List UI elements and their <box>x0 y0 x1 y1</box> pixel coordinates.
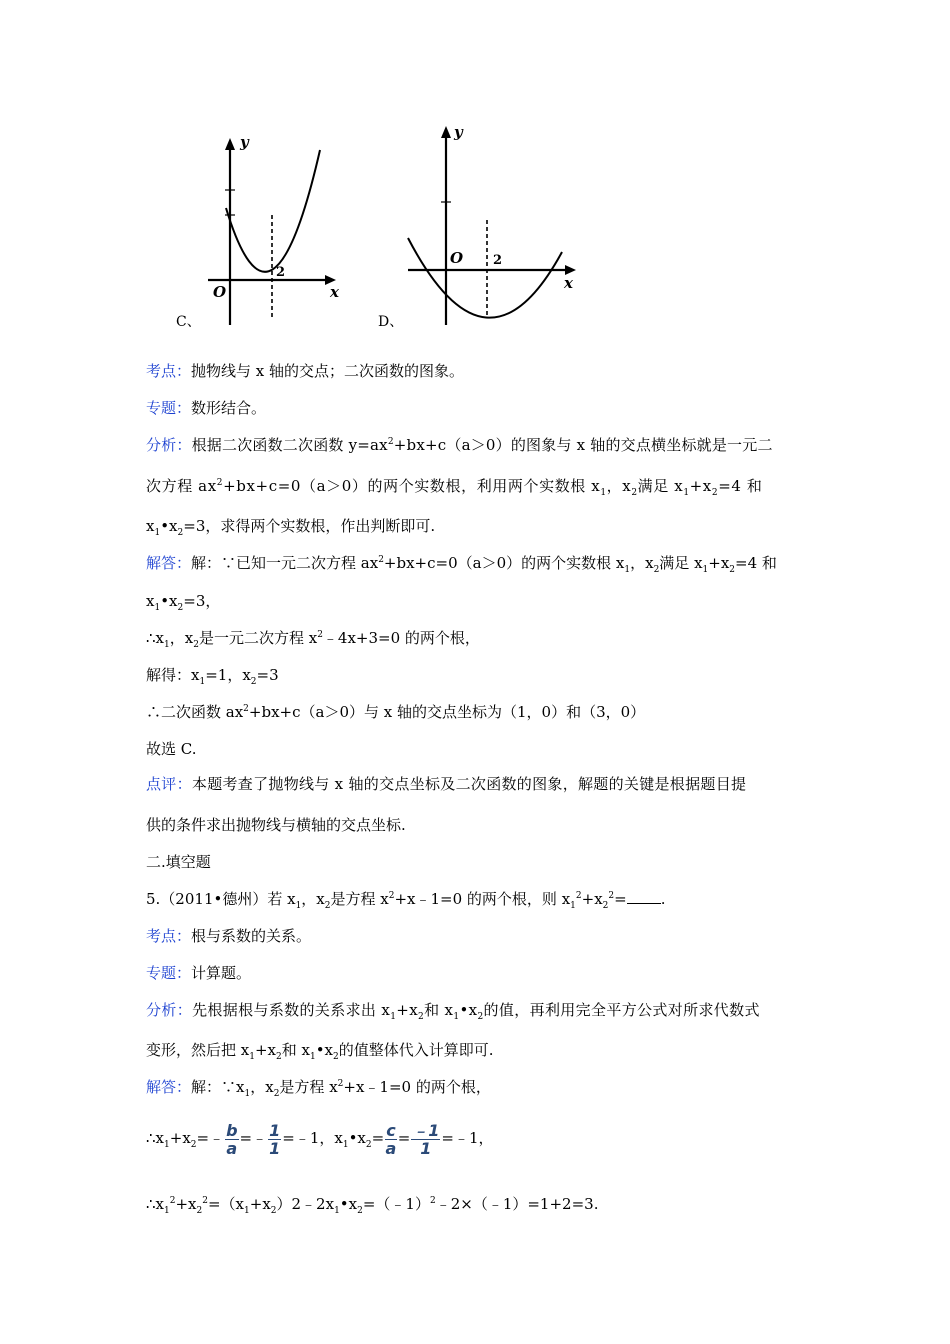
q4-zhuanti: 专题：数形结合。 <box>146 399 267 417</box>
kaodian-tag: 考点： <box>146 927 192 945</box>
tick-label: 2 <box>493 253 503 268</box>
parabola <box>408 238 562 318</box>
zhuanti-tag: 专题： <box>146 964 192 982</box>
answer-blank <box>627 891 661 904</box>
q4-jieda-line5: ∴二次函数 $ax^2+bx+c(a>0)$与 x 轴的交点坐标为（1，0）和（3，0） <box>146 703 646 721</box>
fenxi-tag: 分析： <box>146 436 192 454</box>
q5-jieda-line1: 解答：解：$\because x_1$，$x_2$是方程 $x^2+x﹣1=0$ 的两个根， <box>146 1078 491 1099</box>
q4-fenxi-line1: 分析：根据二次函数二次函数 $y=ax^2+bx+c(a>0)$的图象与 x 轴的交点横坐标就是一元二 <box>146 436 773 454</box>
q4-jieda-line3: $\therefore x_1$，$x_2$是一元二次方程 $x^2﹣4x+3=0$ 的两个根， <box>146 629 480 650</box>
q4-jieda-line2: $x_1•x_2=3$， <box>146 592 221 613</box>
fraction-neg1-over-1: $\frac{﹣1}{1}$ <box>412 1120 440 1158</box>
y-label: y <box>240 133 249 151</box>
jieda-tag: 解答： <box>146 1078 192 1096</box>
option-c-label: C、 <box>176 314 201 330</box>
q5-fenxi-line1: 分析：先根据根与系数的关系求出 $x_1+x_2$和 $x_1•x_2$的值，再利用完全平方公式对所求代数式 <box>146 1001 760 1022</box>
q5-equation1: $\therefore x_1+x_2=﹣$ $\frac{b}{a}$ =﹣ $\frac{1}{1}$ =﹣1，$x_1•x_2=$ $\frac{c}{a}$ = $\frac{﹣1}{1}$ =﹣1， <box>146 1120 494 1158</box>
tick-label: 2 <box>276 265 286 280</box>
x-label: x <box>564 274 573 292</box>
q4-jieda-line6: 故选 C. <box>146 740 197 758</box>
origin-label: O <box>450 249 464 267</box>
x-label: x <box>330 283 339 301</box>
q5-stem: 5.（2011•德州）若 $x_1$，$x_2$是方程 $x^2+x﹣1=0$ 的两个根，则 $x_1^2+x_2^2=$ . <box>146 890 666 911</box>
jieda-tag: 解答： <box>146 554 192 572</box>
dianping-tag: 点评： <box>146 775 192 793</box>
y-label: y <box>454 123 463 141</box>
parabola <box>226 150 320 272</box>
figure-c-graph <box>170 130 360 330</box>
y-arrow-icon <box>441 126 451 138</box>
section-title: 二.填空题 <box>146 853 211 871</box>
fenxi-tag: 分析： <box>146 1001 193 1019</box>
fraction-1-over-1: $\frac{1}{1}$ <box>269 1120 281 1158</box>
q4-jieda-line4: 解得：$x_1=1$，$x_2=3$ <box>146 666 279 687</box>
q4-dianping-line1: 点评：本题考查了抛物线与 x 轴的交点坐标及二次函数的图象，解题的关键是根据题目提 <box>146 775 747 793</box>
option-d-label: D、 <box>378 314 404 330</box>
q5-equation2: $\therefore x_1^2+x_2^2=(x_1+x_2)2﹣2x_1•x_2=(﹣1)^2﹣2\times(﹣1)=1+2=3$. <box>146 1195 599 1216</box>
q5-kaodian: 考点：根与系数的关系。 <box>146 927 312 945</box>
q4-fenxi-line3: $x_1•x_2=3$，求得两个实数根，作出判断即可. <box>146 517 436 538</box>
q4-dianping-line2: 供的条件求出抛物线与横轴的交点坐标. <box>146 816 406 834</box>
fraction-c-over-a: $\frac{c}{a}$ <box>385 1120 397 1158</box>
q5-zhuanti: 专题：计算题。 <box>146 964 252 982</box>
origin-label: O <box>213 283 227 301</box>
zhuanti-tag: 专题： <box>146 399 192 417</box>
figure-d-graph <box>400 120 590 330</box>
q5-fenxi-line2: 变形，然后把 $x_1+x_2$和 $x_1•x_2$的值整体代入计算即可. <box>146 1041 494 1062</box>
q4-jieda-line1: 解答：解：∵已知一元二次方程 $ax^2+bx+c=0(a>0)$的两个实数根 $x_1$，$x_2$满足 $x_1+x_2=4$ 和 <box>146 554 777 575</box>
kaodian-tag: 考点： <box>146 362 192 380</box>
q4-kaodian: 考点：抛物线与 x 轴的交点；二次函数的图象。 <box>146 362 465 380</box>
q4-fenxi-line2: 次方程 $ax^2+bx+c=0(a>0)$的两个实数根，利用两个实数根 $x_1$，$x_2$满足 $x_1+x_2=4$ 和 <box>146 477 763 498</box>
y-arrow-icon <box>225 138 235 150</box>
fraction-b-over-a: $\frac{b}{a}$ <box>226 1120 238 1158</box>
